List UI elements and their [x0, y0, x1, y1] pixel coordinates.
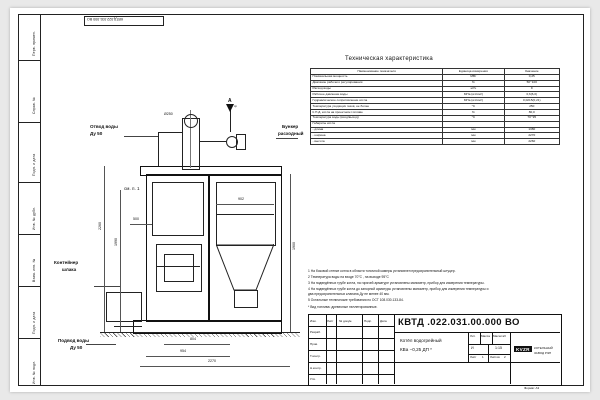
section-marker-a: A	[228, 98, 232, 104]
tb-hline-2	[308, 350, 394, 351]
format-note: Формат А3	[524, 386, 540, 390]
spec-cell: м³/ч	[443, 86, 504, 92]
dim-line-804	[164, 344, 230, 345]
flue-diameter-label: Ø250	[164, 112, 173, 116]
valve-body	[236, 134, 246, 150]
tb-col-3: Подп.	[364, 319, 372, 323]
margin-label-6: Инв. № подл.	[32, 360, 36, 384]
section-arrow-a	[226, 104, 236, 112]
dim-line-954	[146, 356, 230, 357]
spec-cell: Расход воды	[311, 86, 443, 92]
spec-cell: - высота	[311, 139, 443, 145]
tb-vline-lit	[468, 332, 469, 362]
spec-cell: Диапазон рабочего регулирования	[311, 80, 443, 86]
dim-line-1990	[120, 190, 121, 332]
tb-lit-h0: Лит.	[470, 334, 476, 338]
dim-line-500	[130, 224, 152, 225]
tb-hline-code	[394, 332, 560, 333]
tb-row-4: Утв.	[310, 377, 316, 381]
callout-water-inlet-line2: Ду 50	[70, 345, 83, 350]
tb-vline-logo	[510, 332, 511, 384]
combustion-chamber	[152, 182, 204, 236]
dim-value-902: 902	[238, 197, 244, 201]
callout-bunker-line1: Бункер	[282, 124, 299, 129]
margin-label-4: Взам. инв. №	[32, 258, 36, 282]
tb-col-4: Дата	[380, 319, 387, 323]
tb-row-0: Разраб.	[310, 330, 321, 334]
spec-cell: мм	[443, 139, 504, 145]
tb-product-code: КВТД .022.031.00.000 ВО	[398, 317, 520, 328]
spec-cell: 50−100	[504, 80, 559, 86]
company-logo-mark: KVZR	[516, 346, 530, 352]
spec-table	[310, 68, 560, 145]
tb-lit-h2: Масштаб	[493, 334, 506, 338]
tb-hline-lit	[468, 344, 510, 345]
callout-water-inlet-line1: Подвод воды	[58, 338, 90, 343]
spec-cell: МПа (кгс/см²)	[443, 98, 504, 104]
spec-cell: Гидравлическое сопротивление котла	[311, 98, 443, 104]
spec-cell: - длина	[311, 127, 443, 133]
tb-vline-1	[336, 314, 337, 384]
flue-diameter-circle	[184, 114, 198, 128]
boiler-base	[133, 320, 282, 334]
spec-title: Техническая характеристика	[345, 56, 434, 62]
margin-block-3	[18, 182, 40, 235]
spec-header-1: Единица измерения	[443, 69, 504, 75]
bunker-outlet	[234, 290, 258, 308]
callout-water-outlet-line1: Отвод воды	[90, 124, 118, 129]
tb-sheet-label: Лист	[470, 355, 477, 359]
spec-cell: МВт	[443, 74, 504, 80]
tb-row-1: Пров.	[310, 342, 318, 346]
spec-cell: 0,0215(0,21)	[504, 98, 559, 104]
grate-assembly	[164, 254, 194, 282]
note-4: 5 Остальные технические требования по ОСТ 108.030.133-84.	[308, 297, 404, 302]
tb-sheets-label: Листов	[490, 355, 500, 359]
dim-value-2270: 2270	[208, 359, 216, 363]
tb-lit-v2: 1:15	[495, 346, 502, 350]
water-outlet-pipe	[158, 132, 182, 133]
tb-hline-3	[308, 362, 394, 363]
callout-water-outlet-line2: Ду 50	[90, 131, 103, 136]
tb-col-2: № докум.	[339, 319, 353, 323]
note-1: 2 Температура воды на входе 70°С , на выходе 95°С	[308, 274, 389, 279]
tb-hline-4	[308, 374, 394, 375]
tb-vline-3	[378, 314, 379, 384]
chamber-divider	[156, 266, 200, 267]
tb-sheets-value: 2	[504, 355, 506, 359]
tb-row-2: Т.контр.	[310, 354, 321, 358]
dim-line-2270	[140, 366, 290, 367]
tb-hline-0	[308, 326, 394, 327]
note-2: 3 На подведённых трубе котла, на горячей арматуре установлены манометр, прибор для измерения температуры.	[308, 280, 485, 285]
margin-label-5: Подп. и дата	[32, 311, 36, 334]
spec-cell: °С	[443, 104, 504, 110]
note-5: * Вид топлива: древесные пеллетированные.	[308, 305, 378, 310]
tb-col-1: Лист	[327, 319, 334, 323]
spec-cell: 1380	[504, 127, 559, 133]
margin-block-6	[18, 338, 40, 386]
margin-block-4	[18, 234, 40, 287]
spec-row	[311, 139, 560, 145]
spec-cell: 250	[504, 104, 559, 110]
dim-line-902	[216, 204, 274, 205]
margin-block-5	[18, 286, 40, 339]
spec-cell: Температура воды (вход/выход)	[311, 115, 443, 121]
leader-water-outlet	[124, 136, 158, 137]
tb-sheet-value: 1	[482, 355, 484, 359]
spec-cell: мм	[443, 133, 504, 139]
tb-hline-1	[308, 338, 394, 339]
dim-value-954: 954	[180, 349, 186, 353]
tb-vline-sheet	[488, 344, 489, 362]
company-name-1: КОТЕЛЬНЫЙ	[534, 346, 553, 350]
margin-block-1	[18, 60, 40, 123]
margin-block-0	[18, 14, 40, 61]
dim-value-1990: 1990	[114, 238, 118, 246]
spec-cell: 70−95	[504, 115, 559, 121]
tb-lit-v0: И	[471, 346, 474, 350]
spec-cell: - ширина	[311, 133, 443, 139]
dim-value-1900: 1900	[292, 242, 296, 250]
leader-slag	[94, 286, 120, 287]
water-inlet-pipe	[114, 326, 142, 327]
callout-bunker-line2: расходный	[278, 131, 304, 136]
dim-value-804: 804	[190, 337, 196, 341]
spec-cell: 0,25	[504, 74, 559, 80]
spec-cell: 80,0	[504, 110, 559, 116]
spec-cell: К.П.Д. котла на проектном топливе	[311, 110, 443, 116]
spec-header-0: Наименование показателя	[311, 69, 443, 75]
tb-row-3: Н.контр.	[310, 366, 322, 370]
spec-cell: 2260	[504, 139, 559, 145]
note-3: 4 На подведённых трубе котла до запорной арматуры установлены манометр, прибор для измерения температуры и два предохранительных клапана Ду не менее 40 мм.	[308, 286, 489, 296]
water-outlet-riser	[158, 132, 159, 166]
spec-cell: %	[443, 110, 504, 116]
margin-label-0: Перв. примен.	[32, 30, 36, 56]
leader-bunker	[276, 138, 298, 139]
margin-label-3: Инв. № дубл.	[32, 206, 36, 230]
dim-value-500: 500	[133, 217, 139, 221]
tb-vline-4	[394, 314, 395, 384]
tb-vline-2	[362, 314, 363, 384]
tb-product-name-2: КВа −0,25 ДП *	[400, 347, 432, 352]
spec-cell: °С	[443, 115, 504, 121]
dim-line-2260	[104, 166, 105, 332]
tb-lit-h1: Масса	[481, 334, 490, 338]
margin-label-1: Справ. №	[32, 97, 36, 114]
boiler-top-cover	[140, 166, 282, 176]
valve-pipe	[200, 141, 226, 142]
company-name-2: ЗАВОД РЭП	[534, 351, 552, 355]
note-0: 1 На боковой стенке котла в области топочной камеры установлен предохранительный штуцер.	[308, 269, 456, 273]
bunker-level-line	[216, 214, 274, 215]
section-marker-a-sub: ср	[234, 104, 237, 108]
drawing-area	[40, 14, 584, 390]
margin-block-2	[18, 122, 40, 183]
spec-cell: Температура уходящих газов, не более	[311, 104, 443, 110]
top-code-text: КВТД.022.031.000 ВО	[87, 17, 123, 22]
spec-cell: МПа (кгс/см²)	[443, 92, 504, 98]
callout-container-line1: Контейнер	[54, 260, 79, 265]
tb-hline-name	[394, 362, 560, 363]
spec-cell: Номинальная мощность	[311, 74, 443, 80]
spec-cell: Габариты котла	[311, 121, 443, 127]
tb-vline-0	[326, 314, 327, 384]
tb-product-name-1: Котёл водогрейный	[400, 338, 442, 343]
spec-cell: %	[443, 80, 504, 86]
spec-cell: Рабочее давление воды	[311, 92, 443, 98]
drawing-sheet	[10, 8, 590, 392]
leader-water-inlet	[86, 344, 116, 345]
spec-header-2: Значение	[504, 69, 559, 75]
spec-cell: мм	[443, 127, 504, 133]
margin-label-2: Подп. и дата	[32, 153, 36, 176]
spec-cell: 9	[504, 86, 559, 92]
bunker-taper	[216, 244, 274, 292]
spec-cell: 2270	[504, 133, 559, 139]
tb-col-0: Изм.	[310, 319, 317, 323]
dim-line-1900	[290, 174, 291, 332]
dim-value-2260: 2260	[98, 222, 102, 230]
spec-cell: 0,6(6,0)	[504, 92, 559, 98]
notes-list	[308, 269, 493, 311]
callout-see-item: см. п. 1	[124, 186, 140, 191]
callout-container-line2: шлака	[62, 267, 77, 272]
slag-container	[106, 292, 142, 322]
